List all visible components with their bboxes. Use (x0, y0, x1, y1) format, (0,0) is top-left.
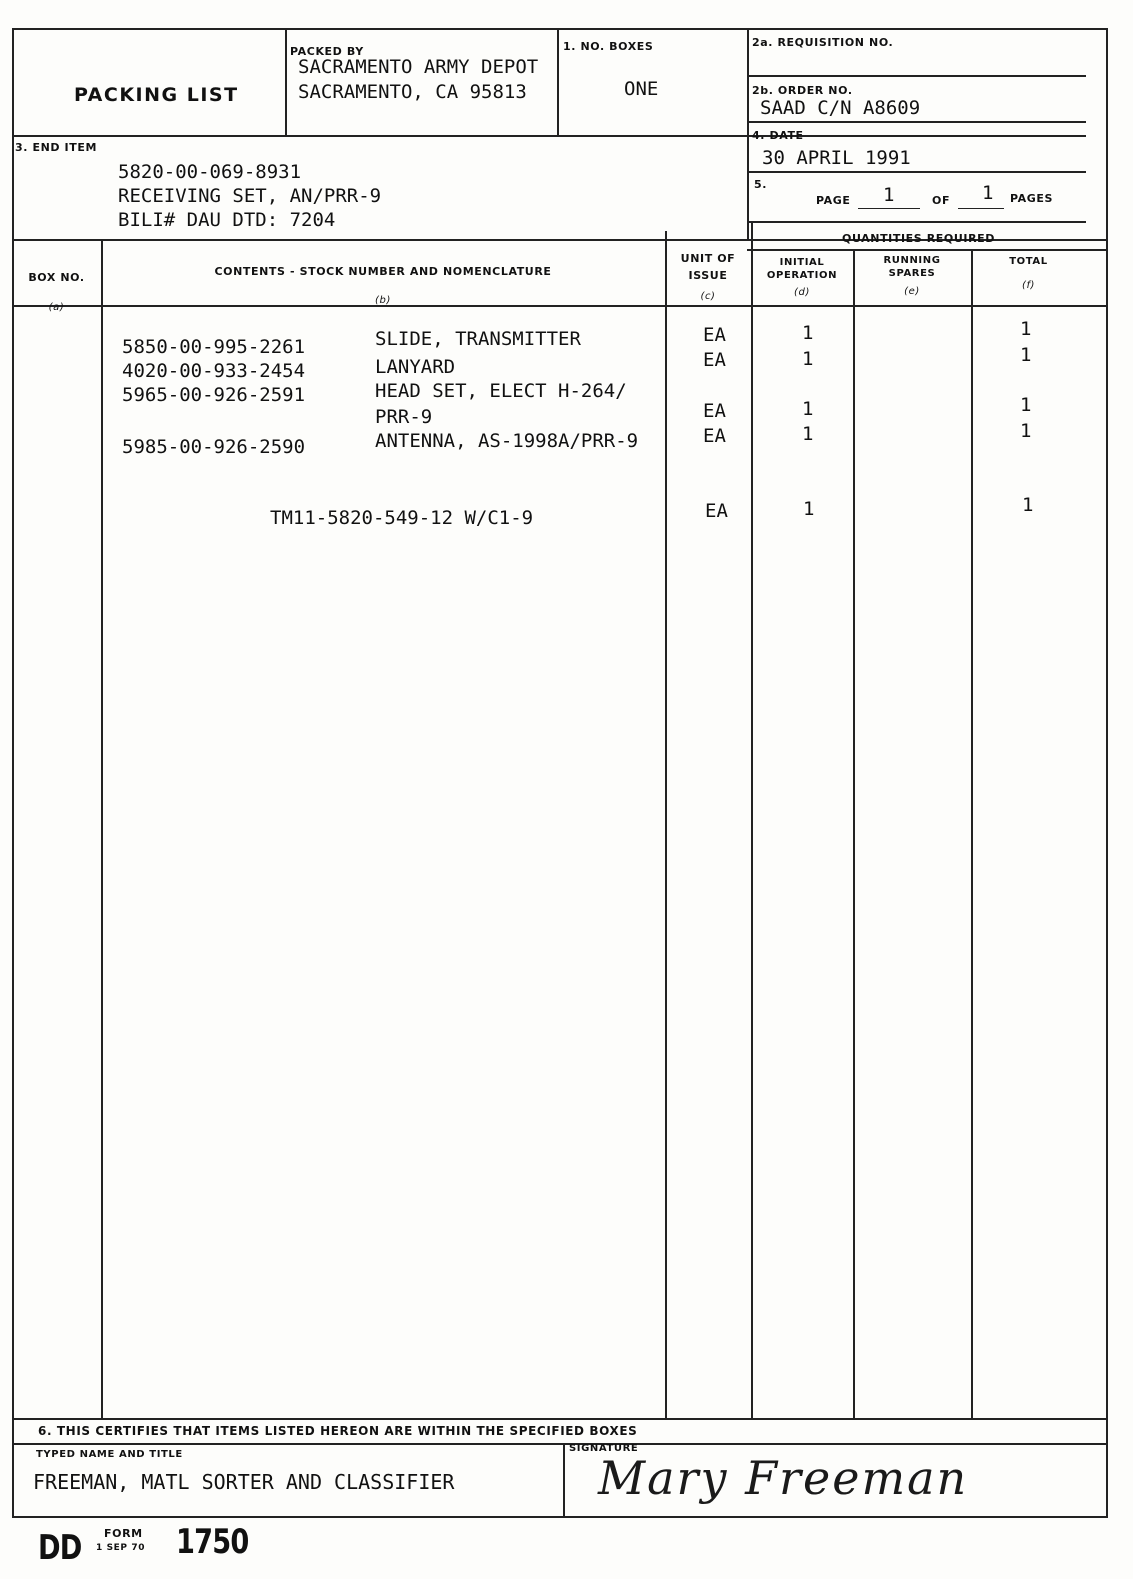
total-header: TOTAL (1009, 256, 1048, 267)
no-boxes-label: 1. NO. BOXES (563, 40, 654, 53)
end-item-line3: BILI# DAU DTD: 7204 (118, 209, 336, 231)
divider (285, 29, 287, 136)
item-stock-number: 5965-00-926-2591 (122, 384, 306, 406)
unit-letter: (c) (700, 291, 716, 302)
page-section-label: 5. (754, 178, 768, 191)
end-item-line1: 5820-00-069-8931 (118, 161, 302, 183)
item-nomenclature: ANTENNA, AS-1998A/PRR-9 (375, 430, 639, 452)
signature-label: SIGNATURE (569, 1443, 639, 1454)
form-title: PACKING LIST (74, 84, 239, 106)
running-header-line1: RUNNING (883, 255, 941, 266)
divider (12, 1443, 1106, 1445)
page-value: 1 (883, 184, 895, 206)
total-letter: (f) (1021, 280, 1036, 291)
item-stock-number: 5850-00-995-2261 (122, 336, 306, 358)
initial-header-line2: OPERATION (766, 270, 838, 281)
box-no-header: BOX NO. (28, 271, 85, 284)
running-letter: (e) (904, 286, 920, 297)
divider (747, 75, 1086, 77)
divider (751, 221, 753, 1418)
divider (12, 135, 1086, 137)
item-nomenclature-cont: PRR-9 (375, 406, 433, 428)
pages-label: PAGES (1010, 192, 1054, 205)
item-stock-number: 4020-00-933-2454 (122, 360, 306, 382)
divider (12, 1418, 1106, 1420)
packed-by-label: PACKED BY (290, 45, 364, 58)
quantities-required-header: QUANTITIES REQUIRED (842, 232, 995, 245)
divider (747, 249, 1106, 251)
divider (747, 171, 1086, 173)
date-value: 30 APRIL 1991 (762, 147, 911, 169)
requisition-label: 2a. REQUISITION NO. (752, 36, 894, 49)
end-item-line2: RECEIVING SET, AN/PRR-9 (118, 185, 382, 207)
item-total: 1 (1022, 494, 1034, 516)
item-nomenclature: HEAD SET, ELECT H-264/ (375, 380, 627, 402)
page-label: PAGE (816, 194, 851, 207)
certification-text: 6. THIS CERTIFIES THAT ITEMS LISTED HEREON ARE WITHIN THE SPECIFIED BOXES (38, 1424, 638, 1438)
divider (747, 221, 1086, 223)
item-initial: 1 (803, 498, 815, 520)
typed-name-value: FREEMAN, MATL SORTER AND CLASSIFIER (33, 1470, 455, 1494)
divider (853, 249, 855, 1418)
divider (557, 29, 559, 136)
form-word: FORM (104, 1527, 143, 1540)
item-unit: EA (703, 425, 726, 447)
unit-header-line2: ISSUE (688, 269, 728, 282)
divider (747, 121, 1086, 123)
packed-by-line1: SACRAMENTO ARMY DEPOT (298, 56, 539, 78)
contents-letter: (b) (375, 295, 391, 306)
divider (101, 239, 103, 1418)
of-label: OF (932, 194, 951, 207)
of-underline (958, 208, 1004, 209)
item-total: 1 (1020, 394, 1032, 416)
running-header-line2: SPARES (888, 268, 936, 279)
item-nomenclature: TM11-5820-549-12 W/C1-9 (270, 507, 534, 529)
order-value: SAAD C/N A8609 (760, 97, 921, 119)
date-label: 4. DATE (752, 129, 804, 142)
form-dd-mark: DD (38, 1528, 82, 1568)
divider (971, 249, 973, 1418)
form-date: 1 SEP 70 (96, 1543, 146, 1553)
item-unit: EA (703, 400, 726, 422)
item-initial: 1 (802, 423, 814, 445)
item-unit: EA (705, 500, 728, 522)
unit-header-line1: UNIT OF (680, 252, 736, 265)
initial-header-line1: INITIAL (779, 257, 825, 268)
packing-list-form (12, 28, 1108, 1518)
item-initial: 1 (802, 398, 814, 420)
initial-letter: (d) (794, 287, 810, 298)
form-number: 1750 (176, 1522, 249, 1562)
end-item-label: 3. END ITEM (15, 141, 97, 154)
box-no-letter: (a) (48, 302, 65, 313)
item-total: 1 (1020, 344, 1032, 366)
item-unit: EA (703, 324, 726, 346)
divider (665, 231, 667, 1418)
item-initial: 1 (802, 348, 814, 370)
no-boxes-value: ONE (624, 78, 659, 100)
signature: Mary Freeman (598, 1451, 969, 1505)
item-stock-number: 5985-00-926-2590 (122, 436, 306, 458)
packed-by-line2: SACRAMENTO, CA 95813 (298, 81, 527, 103)
item-unit: EA (703, 349, 726, 371)
item-total: 1 (1020, 318, 1032, 340)
typed-name-label: TYPED NAME AND TITLE (36, 1449, 183, 1460)
contents-header: CONTENTS - STOCK NUMBER AND NOMENCLATURE (214, 265, 552, 278)
item-total: 1 (1020, 420, 1032, 442)
of-value: 1 (982, 182, 994, 204)
item-nomenclature: LANYARD (375, 356, 456, 378)
page-underline (858, 208, 920, 209)
divider (563, 1443, 565, 1518)
item-nomenclature: SLIDE, TRANSMITTER (375, 328, 581, 350)
item-initial: 1 (802, 322, 814, 344)
order-label: 2b. ORDER NO. (752, 84, 853, 97)
